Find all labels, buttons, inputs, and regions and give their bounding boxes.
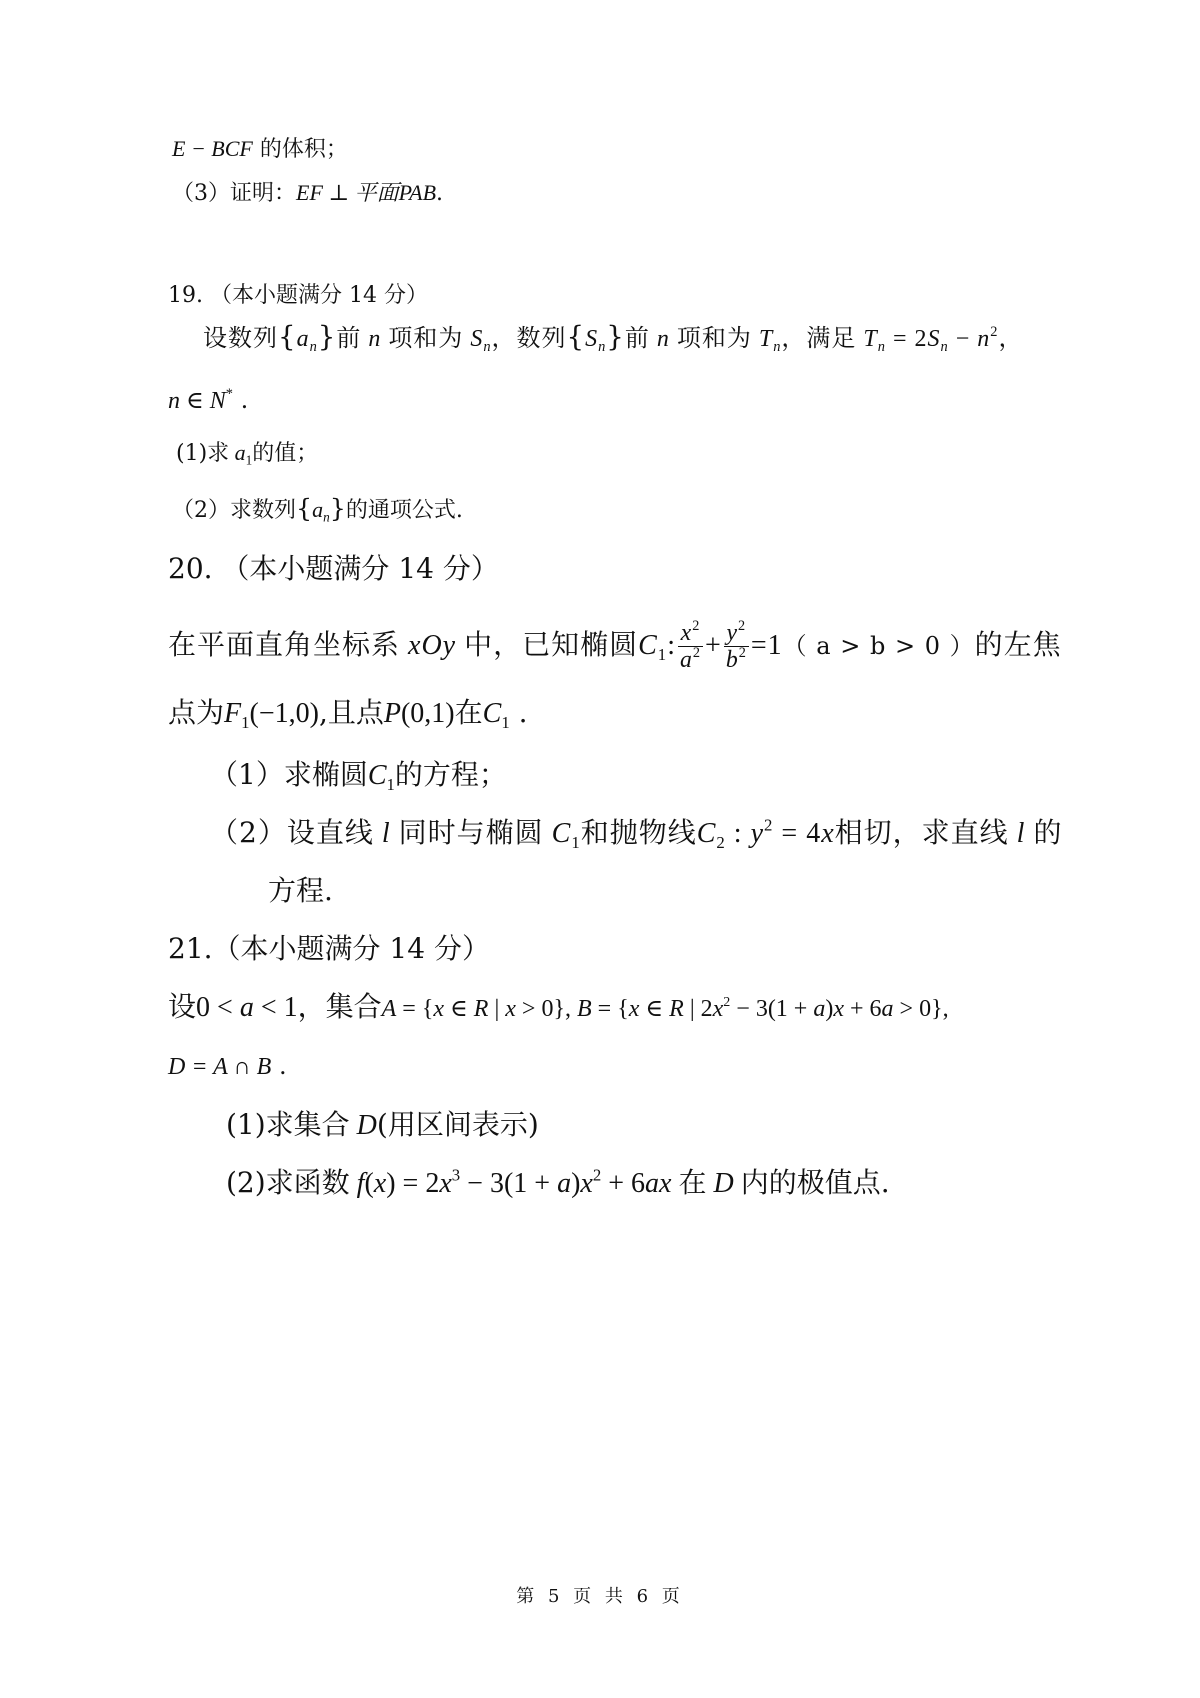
q19-stem-line-2: n ∈ N* . xyxy=(168,385,249,414)
q21-stem-line-1: 设0 < a < 1，集合A = {x ∈ R | x > 0}, B = {x ∈ R | $2x^2 - 3(1 + a)x + 6a > 0$}, xyxy=(168,990,949,1023)
fraction-x2-a2: $\frac{x^2}{a^2}$ xyxy=(679,618,702,674)
q21-item-1: (1)求集合 D(用区间表示) xyxy=(226,1108,539,1141)
continuation-line-2: （3）证明：EF ⊥ 平面PAB. xyxy=(172,180,444,206)
q19-stem-line-1: 设数列$\{a_n\}$前 n 项和为 $S_n$，数列$\{S_n\}$前 n 项和为 $T_n$，满足 $T_n = 2S_n - n^2$， xyxy=(203,320,1024,356)
q20-stem-line-2: 点为$F_1(-1,0)$,且点P(0,1)在$C_1$ . xyxy=(168,696,528,732)
q20-item-2: （2）设直线 l 同时与椭圆 $C_1$和抛物线$C_2$ : $y^2 = 4x$相切，求直线 l 的 xyxy=(210,815,1063,852)
text: 项和为 xyxy=(388,324,464,352)
q19-heading: 19. （本小题满分 14 分） xyxy=(168,283,428,308)
math-expr: n ∈ N xyxy=(168,388,226,414)
text: ，集合 xyxy=(297,990,382,1023)
text: 设 xyxy=(168,990,197,1023)
text: 同时与椭圆 xyxy=(398,816,544,849)
text: 中，已知椭圆 xyxy=(464,628,639,662)
text: ,且点 xyxy=(318,696,384,729)
text: 的通项公式. xyxy=(345,498,463,523)
q19-item-1: (1)求 $a_1$的值； xyxy=(176,440,319,468)
text: 的左焦 xyxy=(974,628,1062,662)
text: 和抛物线 xyxy=(580,816,697,849)
text: (1)求 xyxy=(176,441,230,466)
text: 在平面直角坐标系 xyxy=(168,628,401,662)
text: 在 xyxy=(454,696,483,729)
text: ，满足 xyxy=(781,324,857,352)
q20-stem-line-1: 在平面直角坐标系 xOy 中，已知椭圆$C_1$: $\frac{x^2}{a^2}$ + $\frac{y^2}{b^2}$ =1（ a > b > 0 ）的左焦 xyxy=(168,618,1062,674)
math-expr: E − BCF xyxy=(172,136,253,161)
math-expr: （ a > b > 0 ） xyxy=(782,632,975,661)
text: 的值； xyxy=(252,441,319,466)
text: 相切，求直线 xyxy=(834,816,1009,849)
text: 前 xyxy=(624,324,650,352)
text: (2)求函数 xyxy=(226,1166,350,1199)
text: （1）求椭圆 xyxy=(210,758,368,791)
q20-heading: 20. （本小题满分 14 分） xyxy=(168,552,499,585)
text: （2）求数列 xyxy=(172,498,296,523)
text: 前 xyxy=(336,324,362,352)
text: 项和为 xyxy=(676,324,752,352)
text: 点为 xyxy=(168,696,225,729)
continuation-line-1 xyxy=(172,136,348,163)
text: 设数列 xyxy=(203,324,278,352)
q21-item-2: (2)求函数 $f(x) = 2x^3 - 3(1 + a)x^2 + 6ax$ 在 D 内的极值点. xyxy=(226,1165,890,1199)
page-number: 第 5 页 共 6 页 xyxy=(516,1586,684,1607)
q21-stem-line-2: D = A ∩ B . xyxy=(168,1052,287,1080)
text: ，数列 xyxy=(491,324,567,352)
fraction-y2-b2: $\frac{y^2}{b^2}$ xyxy=(725,618,747,674)
q19-item-2: （2）求数列$\{a_n\}$的通项公式. xyxy=(172,494,463,525)
text: 在 xyxy=(678,1166,707,1199)
q20-item-1: （1）求椭圆$C_1$的方程； xyxy=(210,758,507,794)
text: （2）设直线 xyxy=(210,816,374,849)
q21-heading: 21.（本小题满分 14 分） xyxy=(168,932,490,965)
text: 的体积； xyxy=(259,137,348,162)
math-expr: EF ⊥ 平面PAB xyxy=(296,180,437,205)
q20-item-2-cont: 方程. xyxy=(268,874,333,907)
math-expr: D = A ∩ B xyxy=(168,1054,272,1080)
text: 内的极值点. xyxy=(740,1166,890,1199)
text: 的 xyxy=(1033,816,1063,849)
text: (1)求集合 xyxy=(226,1108,350,1141)
item-label: （3）证明： xyxy=(172,181,296,206)
text: (用区间表示) xyxy=(376,1108,539,1141)
text: 的方程； xyxy=(394,758,507,791)
